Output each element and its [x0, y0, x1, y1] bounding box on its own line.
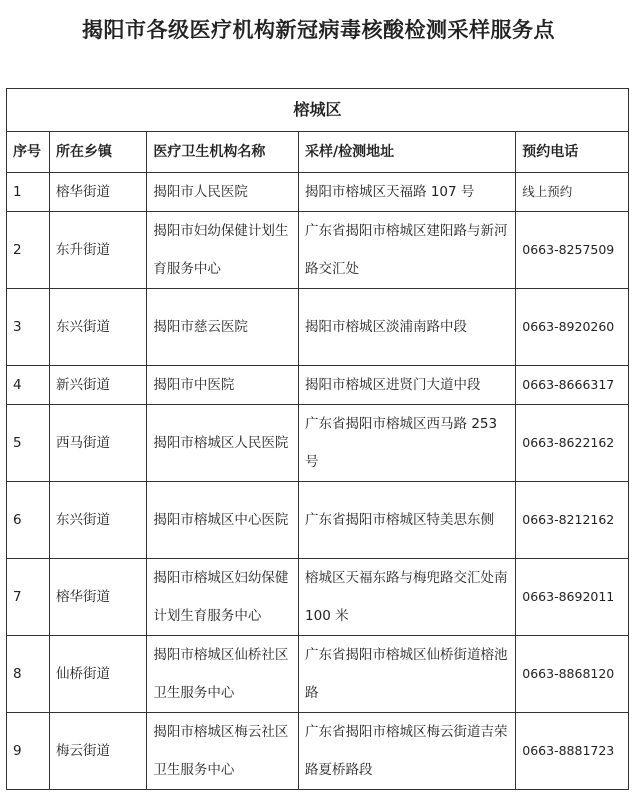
cell-no: 3: [7, 289, 50, 366]
cell-no: 6: [7, 482, 50, 559]
table-row: [7, 173, 629, 212]
table-row: [7, 559, 629, 636]
column-header-no: 序号: [7, 132, 50, 173]
cell-address: 广东省揭阳市榕城区西马路 253 号: [299, 405, 516, 482]
cell-town: 东升街道: [50, 212, 147, 289]
cell-no: 9: [7, 713, 50, 790]
table-row: [7, 366, 629, 405]
district-row: [7, 89, 629, 132]
cell-no: 7: [7, 559, 50, 636]
cell-phone: 0663-8666317: [516, 366, 629, 405]
cell-address: 广东省揭阳市榕城区梅云街道吉荣路夏桥路段: [299, 713, 516, 790]
cell-institution: 揭阳市榕城区妇幼保健计划生育服务中心: [147, 559, 299, 636]
cell-institution: 揭阳市榕城区梅云社区卫生服务中心: [147, 713, 299, 790]
table-row: [7, 636, 629, 713]
cell-phone: 0663-8622162: [516, 405, 629, 482]
cell-address: 榕城区天福东路与梅兜路交汇处南 100 米: [299, 559, 516, 636]
column-header-address: 采样/检测地址: [299, 132, 516, 173]
cell-institution: 揭阳市慈云医院: [147, 289, 299, 366]
cell-no: 5: [7, 405, 50, 482]
column-header-phone: 预约电话: [516, 132, 629, 173]
table-body: [7, 173, 629, 790]
cell-no: 4: [7, 366, 50, 405]
cell-address: 揭阳市榕城区进贤门大道中段: [299, 366, 516, 405]
cell-phone: 0663-8920260: [516, 289, 629, 366]
cell-institution: 揭阳市榕城区中心医院: [147, 482, 299, 559]
cell-no: 1: [7, 173, 50, 212]
cell-phone: 0663-8692011: [516, 559, 629, 636]
district-heading: 榕城区: [7, 89, 629, 132]
cell-phone: 线上预约: [516, 173, 629, 212]
cell-town: 新兴街道: [50, 366, 147, 405]
table-row: [7, 289, 629, 366]
cell-institution: 揭阳市妇幼保健计划生育服务中心: [147, 212, 299, 289]
cell-address: 揭阳市榕城区淡浦南路中段: [299, 289, 516, 366]
table-row: [7, 405, 629, 482]
column-header-town: 所在乡镇: [50, 132, 147, 173]
column-header-institution: 医疗卫生机构名称: [147, 132, 299, 173]
cell-phone: 0663-8881723: [516, 713, 629, 790]
table-row: [7, 713, 629, 790]
cell-town: 西马街道: [50, 405, 147, 482]
cell-town: 榕华街道: [50, 559, 147, 636]
cell-institution: 揭阳市榕城区人民医院: [147, 405, 299, 482]
cell-no: 8: [7, 636, 50, 713]
cell-institution: 揭阳市榕城区仙桥社区卫生服务中心: [147, 636, 299, 713]
header-row: [7, 132, 629, 173]
testing-sites-table: [6, 88, 629, 790]
cell-town: 东兴街道: [50, 289, 147, 366]
cell-phone: 0663-8868120: [516, 636, 629, 713]
cell-phone: 0663-8212162: [516, 482, 629, 559]
cell-town: 梅云街道: [50, 713, 147, 790]
cell-address: 广东省揭阳市榕城区仙桥街道榕池路: [299, 636, 516, 713]
table-row: [7, 482, 629, 559]
cell-institution: 揭阳市人民医院: [147, 173, 299, 212]
cell-no: 2: [7, 212, 50, 289]
page-title: 揭阳市各级医疗机构新冠病毒核酸检测采样服务点: [82, 18, 555, 42]
cell-town: 仙桥街道: [50, 636, 147, 713]
cell-address: 广东省揭阳市榕城区建阳路与新河路交汇处: [299, 212, 516, 289]
cell-town: 东兴街道: [50, 482, 147, 559]
cell-institution: 揭阳市中医院: [147, 366, 299, 405]
table-row: [7, 212, 629, 289]
cell-phone: 0663-8257509: [516, 212, 629, 289]
cell-town: 榕华街道: [50, 173, 147, 212]
cell-address: 揭阳市榕城区天福路 107 号: [299, 173, 516, 212]
cell-address: 广东省揭阳市榕城区特美思东侧: [299, 482, 516, 559]
